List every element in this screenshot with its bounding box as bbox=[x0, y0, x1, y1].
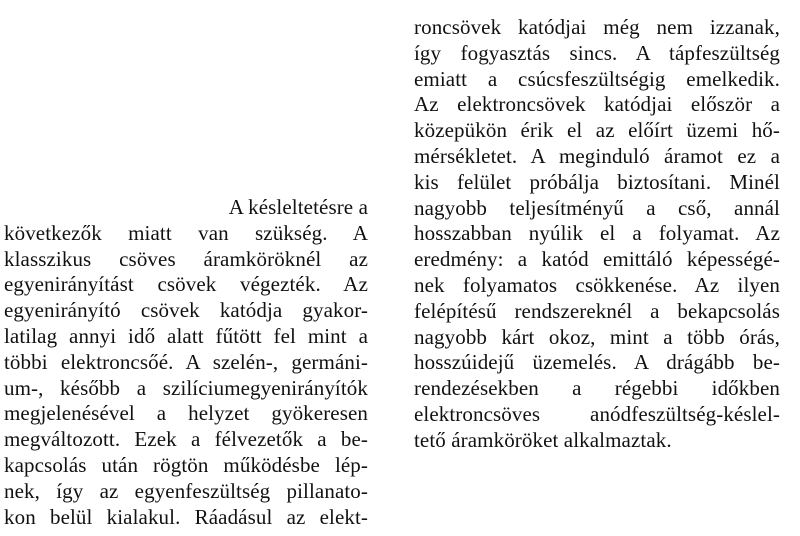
text-line: így fogyasztás sincs. A tápfeszültség bbox=[414, 40, 780, 65]
right-text-column bbox=[414, 15, 780, 454]
text-line: egyenirányító csövek katódja gyakor- bbox=[4, 298, 368, 323]
text-line: egyenirányítást csövek végezték. Az bbox=[4, 272, 368, 297]
text-line: kis felület próbálja biztosítani. Minél bbox=[414, 169, 780, 194]
text-line: rendezésekben a régebbi időkben bbox=[414, 376, 780, 401]
text-line: latilag annyi idő alatt fűtött fel mint a bbox=[4, 323, 368, 348]
text-line: hosszabban nyúlik el a folyamat. Az bbox=[414, 221, 780, 246]
text-line: kon belül kialakul. Ráadásul az elekt- bbox=[4, 504, 368, 529]
text-line: eredmény: a katód emittáló képességé- bbox=[414, 247, 780, 272]
text-line: roncsövek katódjai még nem izzanak, bbox=[414, 15, 780, 39]
text-line: Az elektroncsövek katódjai először a bbox=[414, 92, 780, 117]
text-line: nagyobb kárt okoz, mint a több órás, bbox=[414, 324, 780, 349]
text-line: emiatt a csúcsfeszültségig emelkedik. bbox=[414, 66, 780, 91]
text-line: nagyobb teljesítményű a cső, annál bbox=[414, 195, 780, 220]
text-line: um-, később a szilíciumegyenirányítók bbox=[4, 375, 368, 400]
text-line: nek folyamatos csökkenése. Az ilyen bbox=[414, 272, 780, 297]
text-line: következők miatt van szükség. A bbox=[4, 220, 368, 245]
text-line: tető áramköröket alkalmaztak. bbox=[414, 427, 672, 452]
text-line: hosszúidejű üzemelés. A drágább be- bbox=[414, 350, 780, 375]
text-line: megváltozott. Ezek a félvezetők a be- bbox=[4, 427, 368, 452]
text-line: mérsékletet. A meginduló áramot ez a bbox=[414, 143, 780, 168]
text-line: nek, így az egyenfeszültség pillanato- bbox=[4, 478, 368, 503]
text-line: közepükön érik el az előírt üzemi hő- bbox=[414, 118, 780, 143]
text-line: felépítésű rendszereknél a bekapcsolás bbox=[414, 298, 780, 323]
text-line: kapcsolás után rögtön működésbe lép- bbox=[4, 452, 368, 477]
text-line: A késleltetésre a bbox=[228, 195, 368, 219]
left-text-column bbox=[4, 195, 368, 530]
text-line: klasszikus csöves áramköröknél az bbox=[4, 246, 368, 271]
text-line: megjelenésével a helyzet gyökeresen bbox=[4, 401, 368, 426]
text-line: többi elektroncsőé. A szelén-, germáni- bbox=[4, 349, 368, 374]
text-line: elektroncsöves anódfeszültség-késlel- bbox=[414, 401, 780, 426]
